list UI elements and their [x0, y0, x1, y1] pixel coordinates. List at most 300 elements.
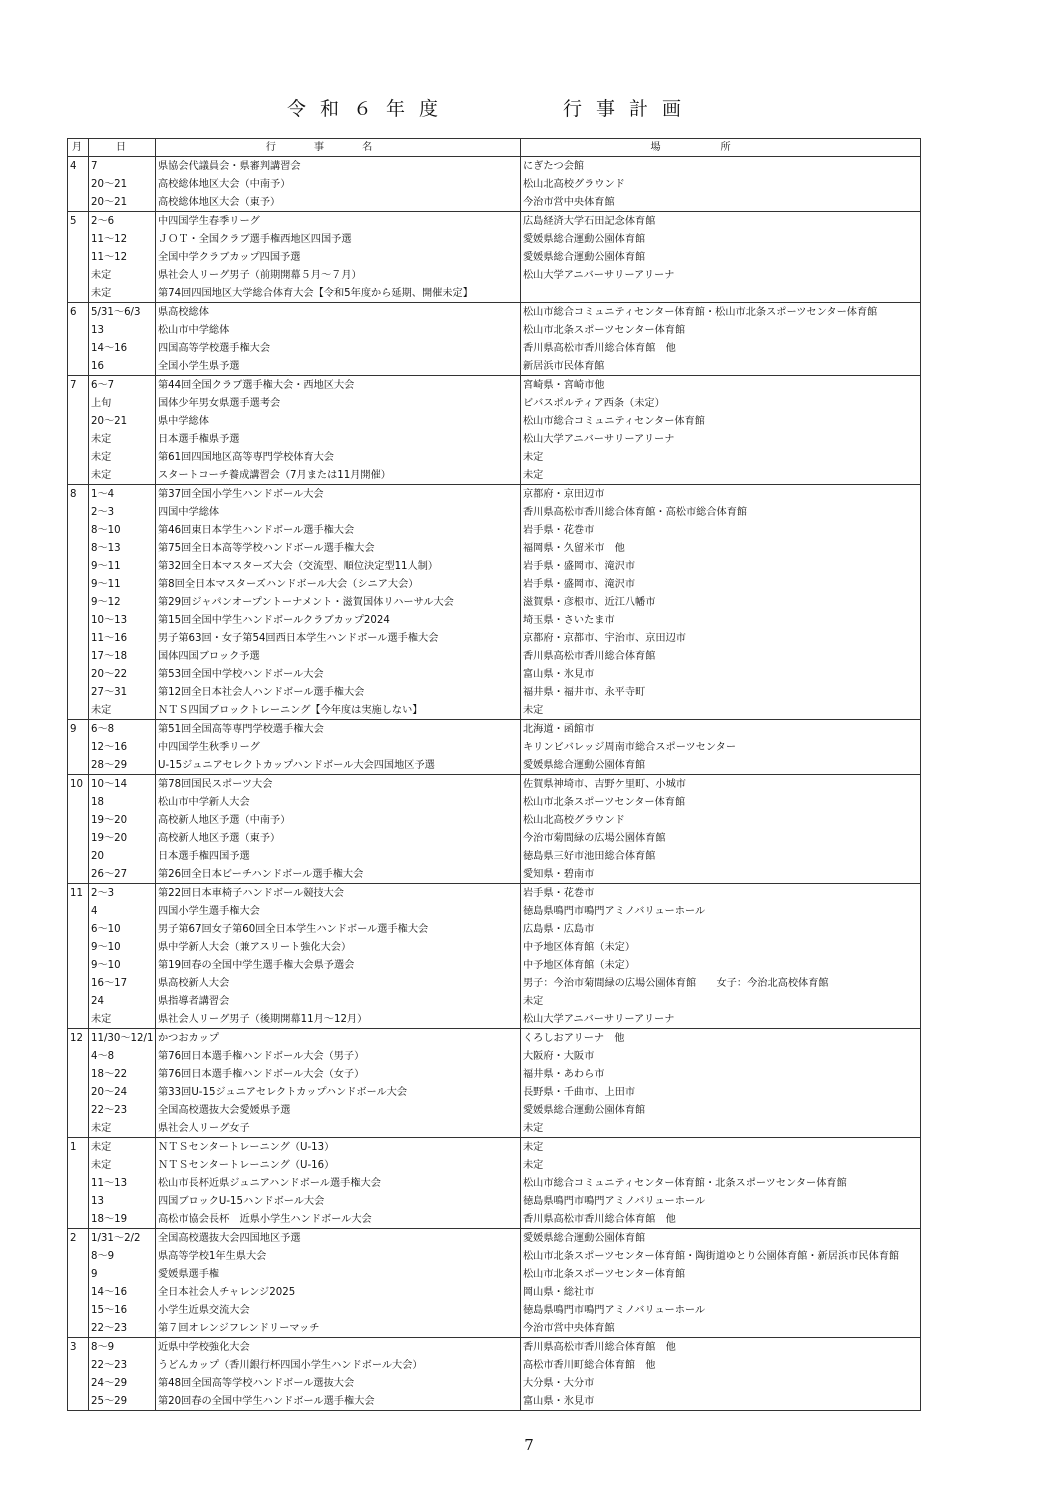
month-cell: [68, 1210, 89, 1229]
table-header-row: [68, 139, 921, 157]
header-event: 行事名: [156, 139, 521, 157]
month-cell: [68, 793, 89, 811]
event-cell: 県社会人リーグ女子: [156, 1119, 521, 1138]
table-row: [68, 321, 921, 339]
event-cell: 全国高校選抜大会四国地区予選: [156, 1229, 521, 1248]
month-cell: [68, 1010, 89, 1029]
table-row: [68, 793, 921, 811]
event-cell: 中四国学生春季リーグ: [156, 212, 521, 231]
place-cell: 香川県高松市香川総合体育館・高松市総合体育館: [521, 503, 921, 521]
month-cell: [68, 629, 89, 647]
table-row: [68, 865, 921, 884]
month-cell: [68, 865, 89, 884]
date-cell: 未定: [89, 466, 156, 485]
date-cell: 18～19: [89, 1210, 156, 1229]
month-cell: [68, 1083, 89, 1101]
month-cell: [68, 430, 89, 448]
title-year: 令和６年度: [287, 98, 453, 120]
date-cell: 5/31～6/3: [89, 303, 156, 322]
event-cell: ＮＴＳセンタートレーニング（U-13）: [156, 1138, 521, 1157]
month-cell: [68, 1065, 89, 1083]
event-cell: 第51回全国高等専門学校選手権大会: [156, 720, 521, 739]
month-cell: [68, 1301, 89, 1319]
month-cell: [68, 448, 89, 466]
month-cell: [68, 665, 89, 683]
table-row: [68, 683, 921, 701]
event-cell: 国体少年男女県選手選考会: [156, 394, 521, 412]
place-cell: 今治市営中央体育館: [521, 193, 921, 212]
event-cell: 第48回全国高等学校ハンドボール選抜大会: [156, 1374, 521, 1392]
event-cell: スタートコーチ養成講習会（7月または11月開催）: [156, 466, 521, 485]
month-cell: 4: [68, 157, 89, 176]
event-cell: 日本選手権県予選: [156, 430, 521, 448]
place-cell: 岡山県・総社市: [521, 1283, 921, 1301]
event-cell: 第76回日本選手権ハンドボール大会（男子）: [156, 1047, 521, 1065]
event-cell: 県社会人リーグ男子（後期開幕11月～12月）: [156, 1010, 521, 1029]
event-cell: 第29回ジャパンオープントーナメント・滋賀国体リハーサル大会: [156, 593, 521, 611]
month-cell: [68, 829, 89, 847]
date-cell: 未定: [89, 701, 156, 720]
month-cell: [68, 357, 89, 376]
month-cell: 5: [68, 212, 89, 231]
event-cell: 第22回日本車椅子ハンドボール競技大会: [156, 884, 521, 903]
month-cell: 3: [68, 1338, 89, 1357]
month-cell: [68, 503, 89, 521]
header-date: 日: [89, 139, 156, 157]
table-row: [68, 212, 921, 231]
place-cell: 愛媛県総合運動公園体育館: [521, 230, 921, 248]
month-cell: [68, 611, 89, 629]
place-cell: 松山市北条スポーツセンター体育館: [521, 1265, 921, 1283]
place-cell: 徳島県鳴門市鳴門アミノバリューホール: [521, 1301, 921, 1319]
place-cell: 未定: [521, 1138, 921, 1157]
date-cell: 12～16: [89, 738, 156, 756]
table-row: [68, 611, 921, 629]
table-row: [68, 266, 921, 284]
event-cell: 第76回日本選手権ハンドボール大会（女子）: [156, 1065, 521, 1083]
event-cell: 第8回全日本マスターズハンドボール大会（シニア大会）: [156, 575, 521, 593]
place-cell: 香川県高松市香川総合体育館 他: [521, 339, 921, 357]
event-cell: 県中学総体: [156, 412, 521, 430]
date-cell: 未定: [89, 448, 156, 466]
place-cell: 未定: [521, 448, 921, 466]
month-cell: [68, 412, 89, 430]
place-cell: 愛媛県総合運動公園体育館: [521, 248, 921, 266]
month-cell: [68, 394, 89, 412]
event-cell: 全国小学生県予選: [156, 357, 521, 376]
table-row: [68, 1265, 921, 1283]
date-cell: 9～11: [89, 557, 156, 575]
place-cell: 松山市総合コミュニティセンター体育館: [521, 412, 921, 430]
event-cell: 全国高校選抜大会愛媛県予選: [156, 1101, 521, 1119]
place-cell: 松山大学アニバーサリーアリーナ: [521, 1010, 921, 1029]
table-row: [68, 884, 921, 903]
table-row: [68, 485, 921, 504]
table-row: [68, 1283, 921, 1301]
date-cell: 6～10: [89, 920, 156, 938]
date-cell: 未定: [89, 266, 156, 284]
place-cell: 富山県・氷見市: [521, 665, 921, 683]
table-row: [68, 412, 921, 430]
month-cell: [68, 321, 89, 339]
date-cell: 19～20: [89, 829, 156, 847]
place-cell: 愛媛県総合運動公園体育館: [521, 756, 921, 775]
table-row: [68, 1229, 921, 1248]
date-cell: 20～21: [89, 175, 156, 193]
date-cell: 2～3: [89, 884, 156, 903]
month-cell: [68, 557, 89, 575]
event-cell: 日本選手権四国予選: [156, 847, 521, 865]
month-cell: [68, 938, 89, 956]
date-cell: 8～10: [89, 521, 156, 539]
table-row: [68, 157, 921, 176]
date-cell: 9～10: [89, 956, 156, 974]
place-cell: 男子：今治市菊間緑の広場公園体育館 女子：今治北高校体育館: [521, 974, 921, 992]
place-cell: 福井県・福井市、永平寺町: [521, 683, 921, 701]
date-cell: 1～4: [89, 485, 156, 504]
date-cell: 未定: [89, 1156, 156, 1174]
schedule-table: [67, 138, 921, 1411]
table-row: [68, 521, 921, 539]
table-row: [68, 956, 921, 974]
place-cell: 北海道・函館市: [521, 720, 921, 739]
event-cell: 松山市中学新人大会: [156, 793, 521, 811]
table-row: [68, 1392, 921, 1411]
table-row: [68, 284, 921, 303]
date-cell: 11～12: [89, 248, 156, 266]
date-cell: 16～17: [89, 974, 156, 992]
place-cell: 未定: [521, 466, 921, 485]
event-cell: 県中学新人大会（兼アスリート強化大会）: [156, 938, 521, 956]
event-cell: 男子第63回・女子第54回西日本学生ハンドボール選手権大会: [156, 629, 521, 647]
table-row: [68, 357, 921, 376]
date-cell: 24: [89, 992, 156, 1010]
event-cell: 国体四国ブロック予選: [156, 647, 521, 665]
place-cell: 徳島県三好市池田総合体育館: [521, 847, 921, 865]
table-row: [68, 175, 921, 193]
place-cell: 松山北高校グラウンド: [521, 175, 921, 193]
event-cell: 第33回U-15ジュニアセレクトカップハンドボール大会: [156, 1083, 521, 1101]
date-cell: 13: [89, 321, 156, 339]
date-cell: 9: [89, 1265, 156, 1283]
table-row: [68, 1119, 921, 1138]
place-cell: 富山県・氷見市: [521, 1392, 921, 1411]
month-cell: [68, 193, 89, 212]
place-cell: 佐賀県神埼市、吉野ケ里町、小城市: [521, 775, 921, 794]
place-cell: 埼玉県・さいたま市: [521, 611, 921, 629]
month-cell: [68, 1265, 89, 1283]
table-row: [68, 1156, 921, 1174]
event-cell: 県高等学校1年生県大会: [156, 1247, 521, 1265]
place-cell: 今治市営中央体育館: [521, 1319, 921, 1338]
event-cell: 愛媛県選手権: [156, 1265, 521, 1283]
month-cell: [68, 1047, 89, 1065]
event-cell: 第26回全日本ビーチハンドボール選手権大会: [156, 865, 521, 884]
table-row: [68, 1138, 921, 1157]
month-cell: [68, 1119, 89, 1138]
date-cell: 18～22: [89, 1065, 156, 1083]
month-cell: [68, 974, 89, 992]
month-cell: [68, 992, 89, 1010]
month-cell: [68, 956, 89, 974]
table-row: [68, 1174, 921, 1192]
place-cell: 松山市北条スポーツセンター体育館・陶街道ゆとり公園体育館・新居浜市民体育館: [521, 1247, 921, 1265]
place-cell: 徳島県鳴門市鳴門アミノバリューホール: [521, 902, 921, 920]
table-row: [68, 1374, 921, 1392]
event-cell: U-15ジュニアセレクトカップハンドボール大会四国地区予選: [156, 756, 521, 775]
table-row: [68, 376, 921, 395]
date-cell: 17～18: [89, 647, 156, 665]
month-cell: [68, 1101, 89, 1119]
event-cell: 松山市長杯近県ジュニアハンドボール選手権大会: [156, 1174, 521, 1192]
date-cell: 4: [89, 902, 156, 920]
place-cell: 愛媛県総合運動公園体育館: [521, 1101, 921, 1119]
event-cell: 全日本社会人チャレンジ2025: [156, 1283, 521, 1301]
table-row: [68, 629, 921, 647]
date-cell: 20～24: [89, 1083, 156, 1101]
place-cell: 岩手県・花巻市: [521, 884, 921, 903]
table-row: [68, 738, 921, 756]
date-cell: 24～29: [89, 1374, 156, 1392]
event-cell: 第37回全国小学生ハンドボール大会: [156, 485, 521, 504]
table-row: [68, 248, 921, 266]
table-row: [68, 1210, 921, 1229]
place-cell: 未定: [521, 701, 921, 720]
month-cell: [68, 647, 89, 665]
date-cell: 19～20: [89, 811, 156, 829]
month-cell: 8: [68, 485, 89, 504]
month-cell: [68, 1374, 89, 1392]
place-cell: 愛媛県総合運動公園体育館: [521, 1229, 921, 1248]
place-cell: 岩手県・盛岡市、滝沢市: [521, 575, 921, 593]
event-cell: 第44回全国クラブ選手権大会・西地区大会: [156, 376, 521, 395]
event-cell: 高松市協会長杯 近県小学生ハンドボール大会: [156, 1210, 521, 1229]
month-cell: [68, 284, 89, 303]
date-cell: 15～16: [89, 1301, 156, 1319]
date-cell: 9～12: [89, 593, 156, 611]
date-cell: 上旬: [89, 394, 156, 412]
table-row: [68, 1192, 921, 1210]
table-row: [68, 701, 921, 720]
date-cell: 11～13: [89, 1174, 156, 1192]
place-cell: 中予地区体育館（未定）: [521, 956, 921, 974]
page-number: 7: [524, 1436, 534, 1454]
place-cell: 大分県・大分市: [521, 1374, 921, 1392]
event-cell: 高校新人地区予選（中南予）: [156, 811, 521, 829]
event-cell: かつおカップ: [156, 1029, 521, 1048]
title-plan: 行事計画: [563, 98, 696, 120]
month-cell: [68, 1319, 89, 1338]
table-row: [68, 303, 921, 322]
date-cell: 20: [89, 847, 156, 865]
month-cell: [68, 847, 89, 865]
date-cell: 8～9: [89, 1338, 156, 1357]
month-cell: [68, 466, 89, 485]
date-cell: 22～23: [89, 1319, 156, 1338]
table-row: [68, 992, 921, 1010]
event-cell: 高校新人地区予選（東予）: [156, 829, 521, 847]
place-cell: 高松市香川町総合体育館 他: [521, 1356, 921, 1374]
month-cell: [68, 738, 89, 756]
table-row: [68, 1319, 921, 1338]
table-row: [68, 756, 921, 775]
event-cell: 県協会代議員会・県審判講習会: [156, 157, 521, 176]
event-cell: 全国中学クラブカップ四国予選: [156, 248, 521, 266]
place-cell: 松山市総合コミュニティセンター体育館・北条スポーツセンター体育館: [521, 1174, 921, 1192]
table-row: [68, 829, 921, 847]
month-cell: [68, 339, 89, 357]
place-cell: 松山大学アニバーサリーアリーナ: [521, 266, 921, 284]
table-row: [68, 775, 921, 794]
place-cell: 未定: [521, 1156, 921, 1174]
table-row: [68, 974, 921, 992]
event-cell: 松山市中学総体: [156, 321, 521, 339]
date-cell: 20～21: [89, 193, 156, 212]
month-cell: 7: [68, 376, 89, 395]
date-cell: 2～6: [89, 212, 156, 231]
month-cell: [68, 1283, 89, 1301]
month-cell: 11: [68, 884, 89, 903]
place-cell: 京都府・京田辺市: [521, 485, 921, 504]
month-cell: [68, 1247, 89, 1265]
event-cell: ＮＴＳ四国ブロックトレーニング【今年度は実施しない】: [156, 701, 521, 720]
place-cell: 滋賀県・彦根市、近江八幡市: [521, 593, 921, 611]
date-cell: 18: [89, 793, 156, 811]
date-cell: 26～27: [89, 865, 156, 884]
month-cell: [68, 266, 89, 284]
month-cell: [68, 1156, 89, 1174]
date-cell: 25～29: [89, 1392, 156, 1411]
place-cell: 岩手県・盛岡市、滝沢市: [521, 557, 921, 575]
month-cell: [68, 575, 89, 593]
event-cell: 高校総体地区大会（東予）: [156, 193, 521, 212]
place-cell: 香川県高松市香川総合体育館 他: [521, 1338, 921, 1357]
month-cell: [68, 539, 89, 557]
event-cell: ＪＯＴ・全国クラブ選手権西地区四国予選: [156, 230, 521, 248]
place-cell: キリンビバレッジ周南市総合スポーツセンター: [521, 738, 921, 756]
month-cell: 12: [68, 1029, 89, 1048]
date-cell: 9～10: [89, 938, 156, 956]
table-row: [68, 1083, 921, 1101]
date-cell: 27～31: [89, 683, 156, 701]
month-cell: [68, 756, 89, 775]
table-row: [68, 847, 921, 865]
place-cell: 長野県・千曲市、上田市: [521, 1083, 921, 1101]
place-cell: 新居浜市民体育館: [521, 357, 921, 376]
event-cell: 第75回全日本高等学校ハンドボール選手権大会: [156, 539, 521, 557]
date-cell: 11～12: [89, 230, 156, 248]
table-row: [68, 665, 921, 683]
event-cell: 第20回春の全国中学生ハンドボール選手権大会: [156, 1392, 521, 1411]
date-cell: 16: [89, 357, 156, 376]
month-cell: [68, 920, 89, 938]
place-cell: にぎたつ会館: [521, 157, 921, 176]
month-cell: [68, 811, 89, 829]
event-cell: ＮＴＳセンタートレーニング（U-16）: [156, 1156, 521, 1174]
month-cell: [68, 701, 89, 720]
table-row: [68, 430, 921, 448]
place-cell: 松山北高校グラウンド: [521, 811, 921, 829]
table-row: [68, 1047, 921, 1065]
date-cell: 7: [89, 157, 156, 176]
event-cell: 高校総体地区大会（中南予）: [156, 175, 521, 193]
month-cell: [68, 1392, 89, 1411]
date-cell: 28～29: [89, 756, 156, 775]
month-cell: [68, 902, 89, 920]
event-cell: 第12回全日本社会人ハンドボール選手権大会: [156, 683, 521, 701]
month-cell: 2: [68, 1229, 89, 1248]
date-cell: 13: [89, 1192, 156, 1210]
place-cell: 京都府・京都市、宇治市、京田辺市: [521, 629, 921, 647]
month-cell: [68, 1192, 89, 1210]
date-cell: 20～21: [89, 412, 156, 430]
event-cell: 県高校総体: [156, 303, 521, 322]
table-row: [68, 920, 921, 938]
date-cell: 11～16: [89, 629, 156, 647]
date-cell: 8～9: [89, 1247, 156, 1265]
date-cell: 10～13: [89, 611, 156, 629]
place-cell: 今治市菊間緑の広場公園体育館: [521, 829, 921, 847]
place-cell: 香川県高松市香川総合体育館: [521, 647, 921, 665]
date-cell: 14～16: [89, 339, 156, 357]
date-cell: 6～7: [89, 376, 156, 395]
table-row: [68, 557, 921, 575]
table-row: [68, 811, 921, 829]
month-cell: 6: [68, 303, 89, 322]
place-cell: ビバスポルティア西条（未定）: [521, 394, 921, 412]
place-cell: 徳島県鳴門市鳴門アミノバリューホール: [521, 1192, 921, 1210]
table-row: [68, 539, 921, 557]
table-row: [68, 720, 921, 739]
month-cell: [68, 683, 89, 701]
event-cell: 四国ブロックU-15ハンドボール大会: [156, 1192, 521, 1210]
date-cell: 未定: [89, 1119, 156, 1138]
event-cell: 小学生近県交流大会: [156, 1301, 521, 1319]
date-cell: 未定: [89, 284, 156, 303]
event-cell: 第61回四国地区高等専門学校体育大会: [156, 448, 521, 466]
event-cell: 県社会人リーグ男子（前期開幕５月～７月）: [156, 266, 521, 284]
month-cell: [68, 593, 89, 611]
table-row: [68, 193, 921, 212]
table-row: [68, 1010, 921, 1029]
header-month: 月: [68, 139, 89, 157]
event-cell: 県高校新人大会: [156, 974, 521, 992]
month-cell: 10: [68, 775, 89, 794]
date-cell: 6～8: [89, 720, 156, 739]
event-cell: 県指導者講習会: [156, 992, 521, 1010]
date-cell: 14～16: [89, 1283, 156, 1301]
event-cell: 第32回全日本マスターズ大会（交流型、順位決定型11人制）: [156, 557, 521, 575]
place-cell: 松山大学アニバーサリーアリーナ: [521, 430, 921, 448]
date-cell: 8～13: [89, 539, 156, 557]
event-cell: 四国高等学校選手権大会: [156, 339, 521, 357]
place-cell: 大阪府・大阪市: [521, 1047, 921, 1065]
table-row: [68, 902, 921, 920]
event-cell: 第15回全国中学生ハンドボールクラブカップ2024: [156, 611, 521, 629]
place-cell: 福岡県・久留米市 他: [521, 539, 921, 557]
place-cell: 松山市北条スポーツセンター体育館: [521, 321, 921, 339]
table-row: [68, 1247, 921, 1265]
place-cell: 中予地区体育館（未定）: [521, 938, 921, 956]
date-cell: 11/30～12/1: [89, 1029, 156, 1048]
date-cell: 10～14: [89, 775, 156, 794]
month-cell: 9: [68, 720, 89, 739]
event-cell: 四国中学総体: [156, 503, 521, 521]
place-cell: 広島経済大学石田記念体育館: [521, 212, 921, 231]
event-cell: 近県中学校強化大会: [156, 1338, 521, 1357]
date-cell: 2～3: [89, 503, 156, 521]
event-cell: 四国小学生選手権大会: [156, 902, 521, 920]
